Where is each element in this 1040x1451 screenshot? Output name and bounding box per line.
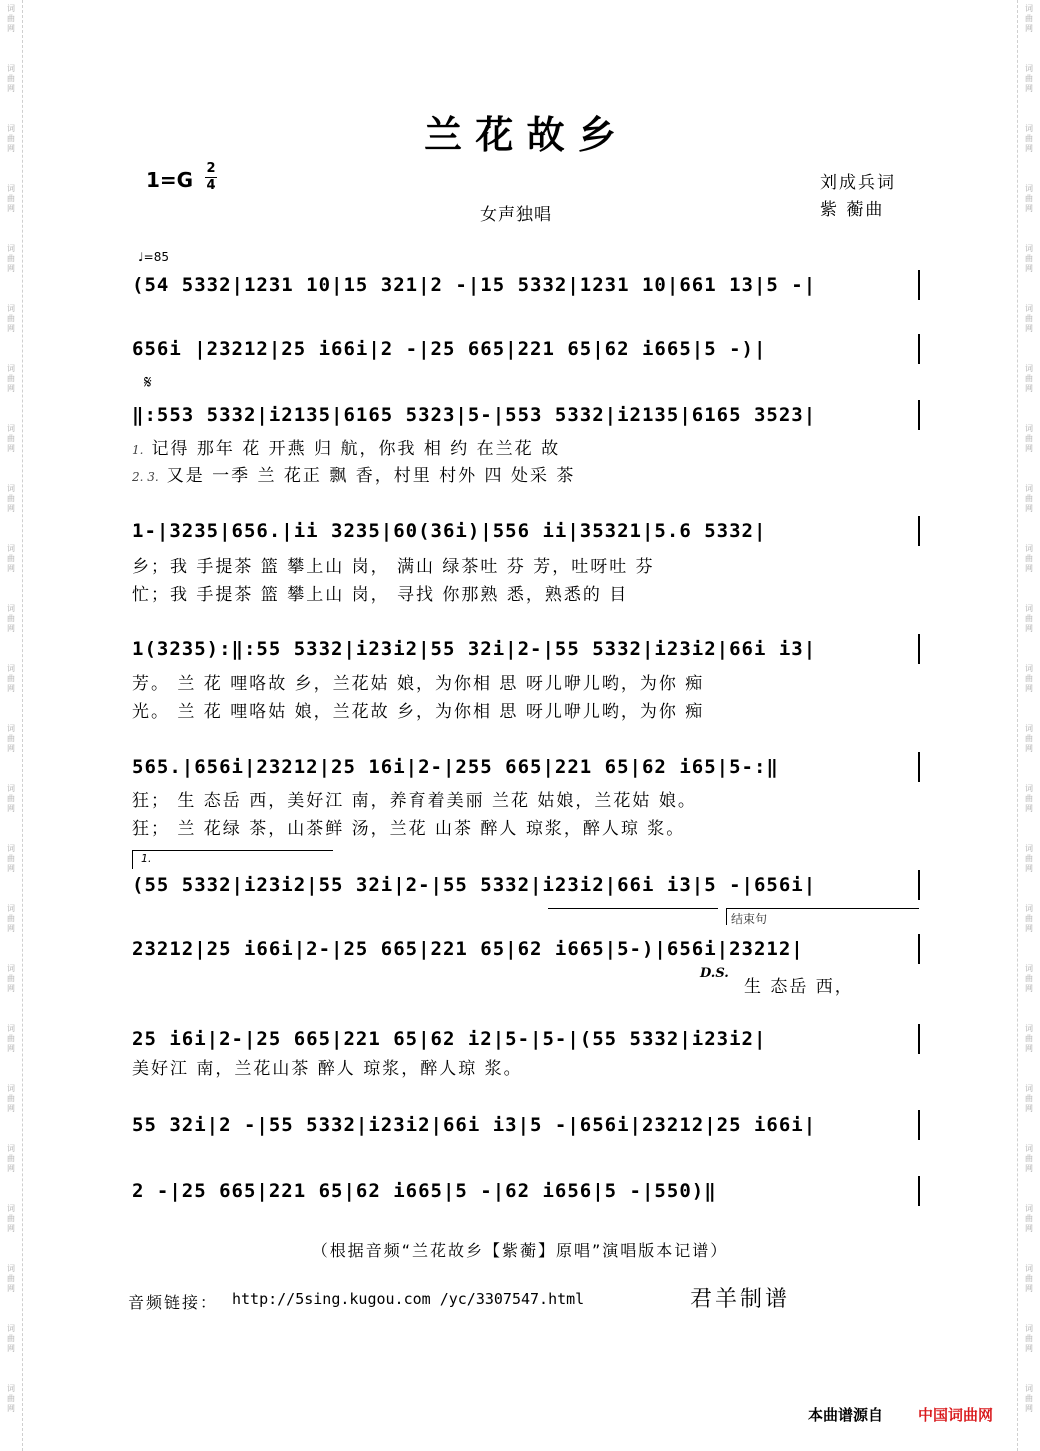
watermark-text: 词 曲 网 [7,304,15,333]
watermark-text: 词 曲 网 [7,184,15,213]
watermark-text: 词 曲 网 [1025,364,1033,393]
watermark-text: 词 曲 网 [7,244,15,273]
right-watermark-strip [1017,0,1040,1451]
notation-line: 23212|25 i66i|2-|25 665|221 65|62 i665|5-)|656i|23212| [132,938,804,960]
lyric-line [132,438,918,461]
lyric-line: 生 态岳 西， [744,977,854,997]
watermark-text: 词 曲 网 [1025,724,1033,753]
watermark-text: 词 曲 网 [1025,64,1033,93]
composer-credit: 紫 蘅曲 [820,200,885,220]
lyric-line: 狂； 兰 花绿 茶，山茶鲜 汤，兰花 山茶 醉人 琼浆，醉人琼 浆。 [132,819,686,839]
score-row-5 [132,634,920,664]
watermark-text: 词 曲 网 [1025,424,1033,453]
lyric-line: 狂； 生 态岳 西，美好江 南，养育着美丽 兰花 姑娘，兰花姑 娘。 [132,791,697,811]
watermark-text: 词 曲 网 [1025,1204,1033,1233]
lyric-line: 芳。 兰 花 哩咯故 乡，兰花姑 娘，为你相 思 呀儿咿儿哟，为你 痴 [132,674,705,694]
watermark-text: 词 曲 网 [7,1324,15,1353]
watermark-text: 词 曲 网 [7,904,15,933]
notation-line: 565.|656i|23212|25 16i|2-|255 665|221 65|62 i65|5-:‖ [132,756,779,778]
dal-segno-mark: D.S. [700,966,729,981]
notation-line: (54 5332|1231 10|15 321|2 -|15 5332|1231 10|661 13|5 -| [132,274,817,296]
watermark-text: 词 曲 网 [7,1384,15,1413]
watermark-text: 词 曲 网 [7,544,15,573]
ending-phrase-bracket [726,908,919,925]
score-row-7 [132,870,920,900]
tempo-marking: ♩=85 [138,250,169,264]
watermark-text: 词 曲 网 [7,844,15,873]
lyricist-credit: 刘成兵词 [820,173,896,193]
notation-line: 2 -|25 665|221 65|62 i665|5 -|62 i656|5 -|550)‖ [132,1180,717,1202]
watermark-text: 词 曲 网 [1025,1024,1033,1053]
watermark-text: 词 曲 网 [7,64,15,93]
watermark-text: 词 曲 网 [7,1144,15,1173]
watermark-text: 词 曲 网 [7,664,15,693]
watermark-text: 词 曲 网 [1025,1384,1033,1413]
watermark-text: 词 曲 网 [1025,904,1033,933]
performer-label: 女声独唱 [480,205,552,225]
time-signature [204,162,218,193]
watermark-text: 词 曲 网 [7,1024,15,1053]
watermark-text: 词 曲 网 [1025,484,1033,513]
watermark-text: 词 曲 网 [1025,244,1033,273]
lyric-text: 又是 一季 兰 花正 飘 香，村里 村外 四 处采 茶 [166,466,576,486]
segno-sign: 𝄋 [144,372,152,393]
lyric-text: 记得 那年 花 开燕 归 航，你我 相 约 在兰花 故 [151,439,561,459]
audio-link-label: 音频链接： [128,1293,219,1312]
verse-number: 2. 3. [132,470,159,484]
watermark-text: 词 曲 网 [7,1264,15,1293]
transcriber-signature: 君羊制谱 [690,1287,791,1312]
watermark-text: 词 曲 网 [1025,1264,1033,1293]
phrase-bracket [548,908,718,913]
score-row-11 [132,1176,920,1206]
watermark-text: 词 曲 网 [1025,784,1033,813]
watermark-text: 词 曲 网 [1025,964,1033,993]
watermark-text: 词 曲 网 [1025,604,1033,633]
watermark-text: 词 曲 网 [7,724,15,753]
watermark-text: 词 曲 网 [7,124,15,153]
watermark-text: 词 曲 网 [7,424,15,453]
watermark-text: 词 曲 网 [7,964,15,993]
time-signature-top: 2 [206,161,216,176]
lyric-line: 乡；我 手提茶 篮 攀上山 岗， 满山 绿茶吐 芬 芳，吐呀吐 芬 [132,557,655,577]
score-row-2 [132,334,920,364]
notation-line: 656i |23212|25 i66i|2 -|25 665|221 65|62 i665|5 -)| [132,338,767,360]
score-row-6 [132,752,920,782]
lyric-line: 光。 兰 花 哩咯姑 娘，兰花故 乡，为你相 思 呀儿咿儿哟，为你 痴 [132,702,705,722]
score-row-8 [132,934,920,964]
notation-line: 25 i6i|2-|25 665|221 65|62 i2|5-|5-|(55 5332|i23i2| [132,1028,767,1050]
verse-number: 1. [132,443,144,457]
time-signature-bottom: 4 [206,178,216,193]
watermark-text: 词 曲 网 [7,1084,15,1113]
site-source-label: 本曲谱源自 [808,1406,884,1424]
watermark-text: 词 曲 网 [1025,4,1033,33]
lyric-line: 忙；我 手提茶 篮 攀上山 岗， 寻找 你那熟 悉，熟悉的 目 [132,585,629,605]
score-row-1 [132,270,920,300]
watermark-text: 词 曲 网 [7,4,15,33]
watermark-text: 词 曲 网 [1025,304,1033,333]
score-row-9 [132,1024,920,1054]
key-signature: 1=G [146,168,194,192]
lyric-line [132,465,918,488]
left-watermark-strip [0,0,23,1451]
lyric-line: 美好江 南，兰花山茶 醉人 琼浆，醉人琼 浆。 [132,1059,523,1079]
notation-line: ‖:553 5332|i2135|6165 5323|5-|553 5332|i2135|6165 3523| [132,404,817,426]
watermark-text: 词 曲 网 [1025,844,1033,873]
notation-line: 55 32i|2 -|55 5332|i23i2|66i i3|5 -|656i|23212|25 i66i| [132,1114,817,1136]
song-title: 兰 花 故 乡 [424,112,616,157]
score-row-10 [132,1110,920,1140]
watermark-text: 词 曲 网 [7,1204,15,1233]
watermark-text: 词 曲 网 [7,484,15,513]
volta-label: 1. [141,852,152,865]
watermark-text: 词 曲 网 [1025,544,1033,573]
notation-line: 1-|3235|656.|ii 3235|60(36i)|556 ii|35321|5.6 5332| [132,520,767,542]
watermark-text: 词 曲 网 [1025,1084,1033,1113]
source-note: （根据音频“兰花故乡【紫蘅】原唱”演唱版本记谱） [311,1241,729,1260]
score-row-4 [132,516,920,546]
ending-label: 结束句 [731,912,768,926]
notation-line: (55 5332|i23i2|55 32i|2-|55 5332|i23i2|66i i3|5 -|656i| [132,874,817,896]
watermark-text: 词 曲 网 [1025,664,1033,693]
first-ending-bracket [132,850,333,869]
watermark-text: 词 曲 网 [7,784,15,813]
watermark-text: 词 曲 网 [7,364,15,393]
watermark-text: 词 曲 网 [1025,1324,1033,1353]
audio-link[interactable]: http://5sing.kugou.com /yc/3307547.html [232,1290,585,1308]
site-name-link[interactable]: 中国词曲网 [918,1406,994,1424]
notation-line: 1(3235):‖:55 5332|i23i2|55 32i|2-|55 5332|i23i2|66i i3| [132,638,817,660]
score-row-3 [132,400,920,430]
watermark-text: 词 曲 网 [7,604,15,633]
watermark-text: 词 曲 网 [1025,1144,1033,1173]
watermark-text: 词 曲 网 [1025,124,1033,153]
watermark-text: 词 曲 网 [1025,184,1033,213]
